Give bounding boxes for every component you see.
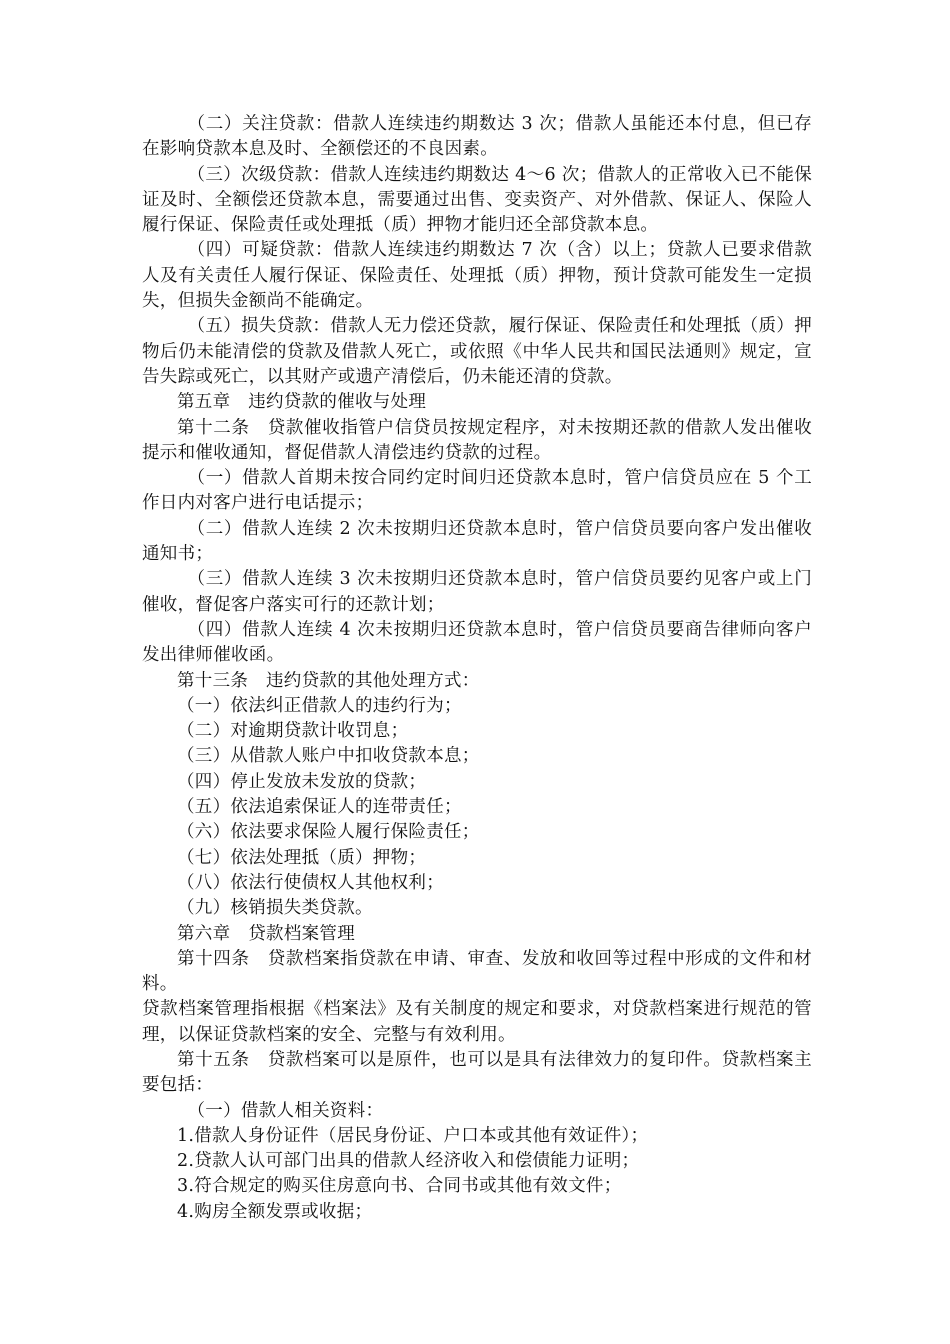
paragraph: （一）借款人相关资料： xyxy=(187,1100,384,1121)
paragraph: （二）对逾期贷款计收罚息； xyxy=(177,721,409,742)
paragraph: （一）依法纠正借款人的违约行为； xyxy=(177,695,462,716)
paragraph: 第五章 违约贷款的催收与处理 xyxy=(177,392,427,413)
paragraph: 贷款档案管理指根据《档案法》及有关制度的规定和要求，对贷款档案进行规范的管理，以保证贷款档案的安全、完整与有效利用。 xyxy=(142,999,812,1045)
paragraph: 3.符合规定的购买住房意向书、合同书或其他有效文件； xyxy=(177,1176,622,1197)
paragraph: 第十二条 贷款催收指管户信贷员按规定程序，对未按期还款的借款人发出催收提示和催收通知，督促借款人清偿违约贷款的过程。 xyxy=(142,417,812,463)
paragraph: （六）依法要求保险人履行保险责任； xyxy=(177,822,480,843)
paragraph: （一）借款人首期未按合同约定时间归还贷款本息时，管户信贷员应在 5 个工作日内对客户进行电话提示； xyxy=(142,468,812,514)
paragraph: 2.贷款人认可部门出具的借款人经济收入和偿债能力证明； xyxy=(177,1151,640,1172)
paragraph: 第十三条 违约贷款的其他处理方式： xyxy=(177,670,480,691)
paragraph: （二）借款人连续 2 次未按期归还贷款本息时，管户信贷员要向客户发出催收通知书； xyxy=(142,518,812,565)
paragraph: （三）次级贷款：借款人连续违约期数达 4～6 次；借款人的正常收入已不能保证及时、全额偿还贷款本息，需要通过出售、变卖资产、对外借款、保证人、保险人履行保证、保险责任或处理抵（质）押物才能归还全部贷款本息。 xyxy=(142,164,812,236)
paragraph: （五）依法追索保证人的连带责任； xyxy=(177,797,462,818)
paragraph: （八）依法行使债权人其他权利； xyxy=(177,872,444,893)
paragraph: （四）停止发放未发放的贷款； xyxy=(177,771,427,792)
paragraph: 第六章 贷款档案管理 xyxy=(177,923,355,944)
paragraph: （四）可疑贷款：借款人连续违约期数达 7 次（含）以上；贷款人已要求借款人及有关责任人履行保证、保险责任、处理抵（质）押物，预计贷款可能发生一定损失，但损失金额尚不能确定。 xyxy=(142,240,812,312)
paragraph: 1.借款人身份证件（居民身份证、户口本或其他有效证件）； xyxy=(177,1125,649,1146)
paragraph: （三）借款人连续 3 次未按期归还贷款本息时，管户信贷员要约见客户或上门催收，督促客户落实可行的还款计划； xyxy=(142,569,812,615)
paragraph: （九）核销损失类贷款。 xyxy=(177,898,373,919)
paragraph: 4.购房全额发票或收据； xyxy=(177,1201,373,1222)
paragraph: 第十五条 贷款档案可以是原件，也可以是具有法律效力的复印件。贷款档案主要包括： xyxy=(142,1049,812,1096)
paragraph: （二）关注贷款：借款人连续违约期数达 3 次；借款人虽能还本付息，但已存在影响贷款本息及时、全额偿还的不良因素。 xyxy=(142,114,812,160)
paragraph: 第十四条 贷款档案指贷款在申请、审查、发放和收回等过程中形成的文件和材料。 xyxy=(142,948,812,995)
paragraph: （五）损失贷款：借款人无力偿还贷款，履行保证、保险责任和处理抵（质）押物后仍未能清偿的贷款及借款人死亡，或依照《中华人民共和国民法通则》规定，宣告失踪或死亡，以其财产或遗产清偿后，仍未能还清的贷款。 xyxy=(142,316,812,387)
document-body xyxy=(142,112,812,1225)
paragraph: （七）依法处理抵（质）押物； xyxy=(177,847,427,868)
paragraph: （四）借款人连续 4 次未按期归还贷款本息时，管户信贷员要商告律师向客户发出律师催收函。 xyxy=(142,619,812,666)
paragraph: （三）从借款人账户中扣收贷款本息； xyxy=(177,746,480,767)
